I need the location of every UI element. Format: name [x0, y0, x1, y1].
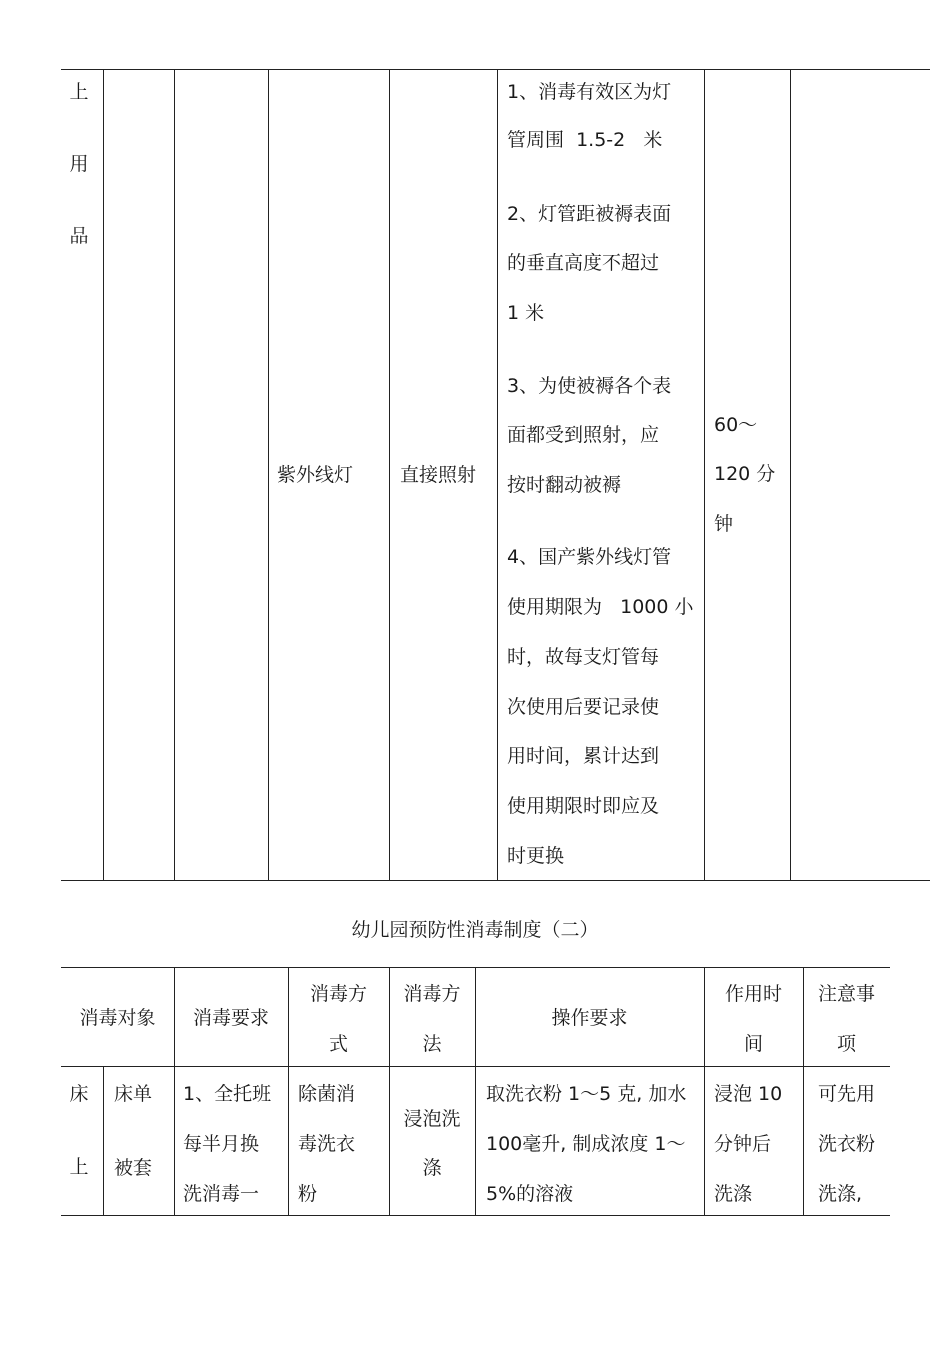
- time-text: 分钟后: [714, 1133, 772, 1155]
- notes-text: 可先用: [818, 1083, 876, 1105]
- requirement-text: 1、全托班: [183, 1083, 272, 1105]
- table-1-col-divider: [704, 69, 705, 881]
- table-1-col-divider: [497, 69, 498, 881]
- time-text: 洗涤: [714, 1183, 753, 1205]
- table-1-col-divider: [103, 69, 104, 881]
- object-category: 上: [69, 1156, 89, 1178]
- requirement-text: 每半月换: [183, 1133, 260, 1155]
- time-text: 浸泡 10: [714, 1083, 783, 1105]
- mode-text: 毒洗衣: [298, 1133, 356, 1155]
- table-1-top-border: [61, 69, 930, 70]
- disinfection-method: 直接照射: [400, 464, 477, 486]
- operation-text: 5%的溶液: [486, 1183, 574, 1205]
- requirement-text: 洗消毒一: [183, 1183, 260, 1205]
- object-char: 用: [69, 153, 89, 175]
- operation-text: 取洗衣粉 1～5 克, 加水: [486, 1083, 687, 1105]
- object-category: 床: [69, 1083, 89, 1105]
- table-1-col-divider: [790, 69, 791, 881]
- table-1-col-divider: [268, 69, 269, 881]
- notes-text: 洗涤,: [818, 1183, 863, 1205]
- table-1-col-divider: [389, 69, 390, 881]
- method-text: 浸泡洗: [403, 1108, 461, 1130]
- header-object: 消毒对象: [79, 1007, 156, 1029]
- object-char: 品: [69, 225, 89, 247]
- mode-text: 粉: [298, 1183, 318, 1205]
- table-2-col-divider: [103, 1066, 104, 1216]
- table-1-bottom-border: [61, 880, 930, 881]
- object-item: 床单: [114, 1083, 153, 1105]
- table-1-col-divider: [174, 69, 175, 881]
- operation-text: 100毫升, 制成浓度 1～: [486, 1133, 686, 1155]
- object-item: 被套: [114, 1157, 153, 1179]
- header-operation: 操作要求: [551, 1007, 628, 1029]
- section-title: 幼儿园预防性消毒制度（二）: [351, 919, 599, 941]
- method-text: 涤: [422, 1157, 442, 1179]
- mode-text: 除菌消: [298, 1083, 356, 1105]
- notes-text: 洗衣粉: [818, 1133, 876, 1155]
- header-requirement: 消毒要求: [192, 1007, 269, 1029]
- object-char: 上: [69, 81, 89, 103]
- disinfection-device: 紫外线灯: [277, 464, 354, 486]
